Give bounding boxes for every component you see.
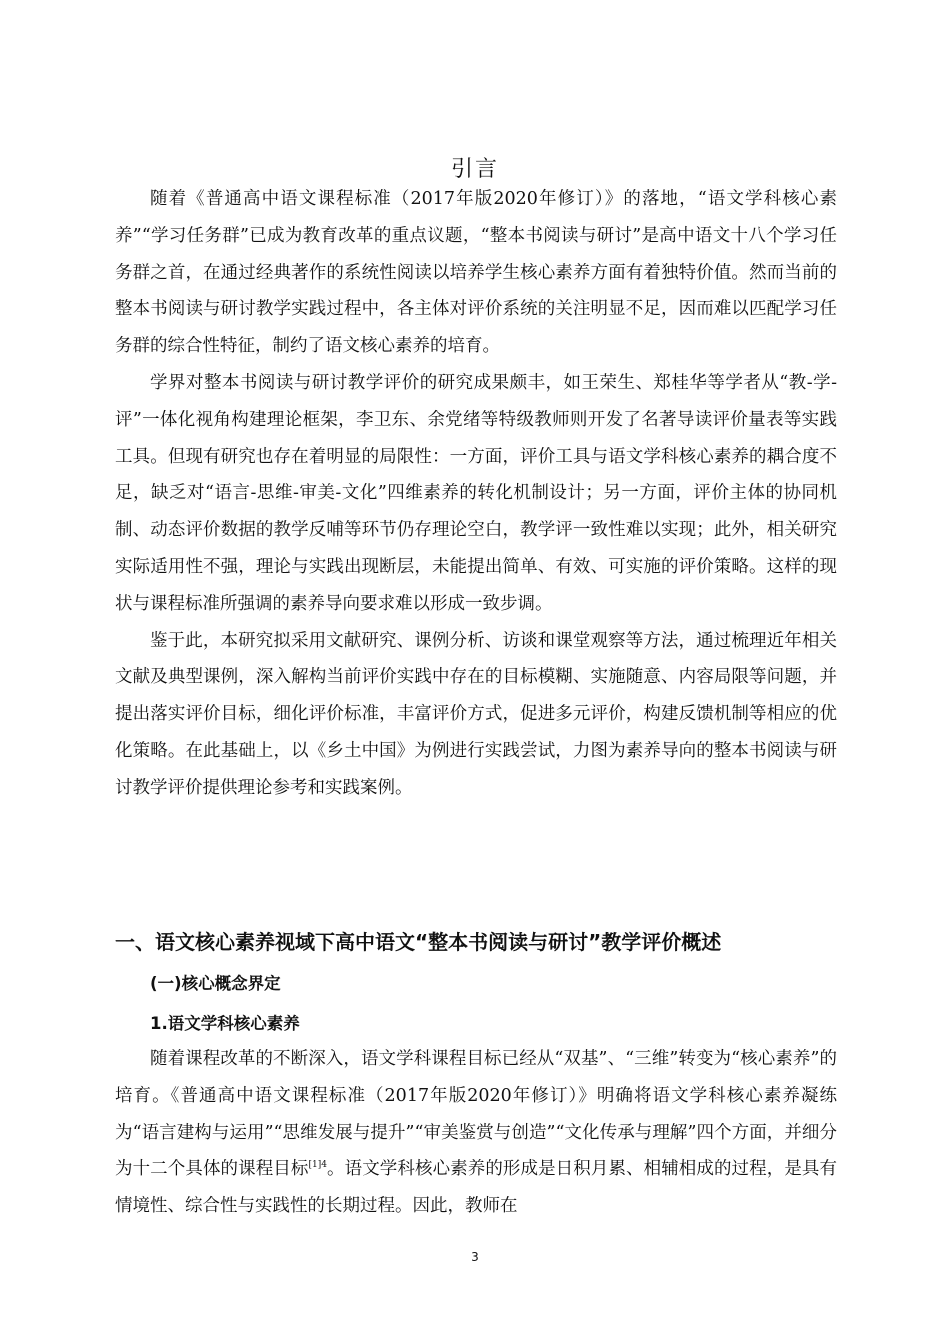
intro-paragraph-2: 学界对整本书阅读与研讨教学评价的研究成果颇丰，如王荣生、郑桂华等学者从“教-学-评”一体化视角构建理论框架，李卫东、余党绪等特级教师则开发了名著导读评价量表等实践工具。但现有研究也存在着明显的局限性：一方面，评价工具与语文学科核心素养的耦合度不足，缺乏对“语言-思维-审美-文化”四维素养的转化机制设计；另一方面，评价主体的协同机制、动态评价数据的教学反哺等环节仍存理论空白，教学评一致性难以实现；此外，相关研究实际适用性不强，理论与实践出现断层，未能提出简单、有效、可实施的评价策略。这样的现状与课程标准所强调的素养导向要求难以形成一致步调。 bbox=[115, 372, 837, 614]
paragraph-text-after-citation: 。语文学科核心素养的形成是日积月累、相辅相成的过程，是具有情境性、综合性与实践性的长期过程。因此，教师在 bbox=[115, 1159, 837, 1217]
paragraph-text-before-citation: 随着课程改革的不断深入，语文学科课程目标已经从“双基”、“三维”转变为“核心素养”的培育。《普通高中语文课程标准（2017年版2020年修订）》明确将语文学科核心素养凝练为“语言建构与运用”“思维发展与提升”“审美鉴赏与创造”“文化传承与理解”四个方面，并细分为十二个具体的课程目标 bbox=[115, 1049, 837, 1180]
section1-paragraph bbox=[115, 1041, 837, 1225]
citation-reference: [1]4 bbox=[308, 1160, 327, 1171]
intro-section bbox=[115, 181, 837, 807]
page-title: 引言 bbox=[450, 157, 499, 182]
section1-body bbox=[115, 1041, 837, 1225]
intro-paragraph-3: 鉴于此，本研究拟采用文献研究、课例分析、访谈和课堂观察等方法，通过梳理近年相关文献及典型课例，深入解构当前评价实践中存在的目标模糊、实施随意、内容局限等问题，并提出落实评价目标，细化评价标准，丰富评价方式，促进多元评价，构建反馈机制等相应的优化策略。在此基础上，以《乡土中国》为例进行实践尝试，力图为素养导向的整本书阅读与研讨教学评价提供理论参考和实践案例。 bbox=[115, 630, 837, 798]
section-heading: 一、语文核心素养视域下高中语文“整本书阅读与研讨”教学评价概述 bbox=[115, 930, 722, 954]
intro-paragraph-1: 随着《普通高中语文课程标准（2017年版2020年修订）》的落地，“语文学科核心素养”“学习任务群”已成为教育改革的重点议题，“整本书阅读与研讨”是高中语文十八个学习任务群之首，在通过经典著作的系统性阅读以培养学生核心素养方面有着独特价值。然而当前的整本书阅读与研讨教学实践过程中，各主体对评价系统的关注明显不足，因而难以匹配学习任务群的综合性特征，制约了语文核心素养的培育。 bbox=[115, 189, 837, 357]
page-number: 3 bbox=[471, 1250, 479, 1264]
subsubsection-heading: 1.语文学科核心素养 bbox=[150, 1014, 300, 1033]
subsection-heading: (一)核心概念界定 bbox=[150, 974, 281, 993]
